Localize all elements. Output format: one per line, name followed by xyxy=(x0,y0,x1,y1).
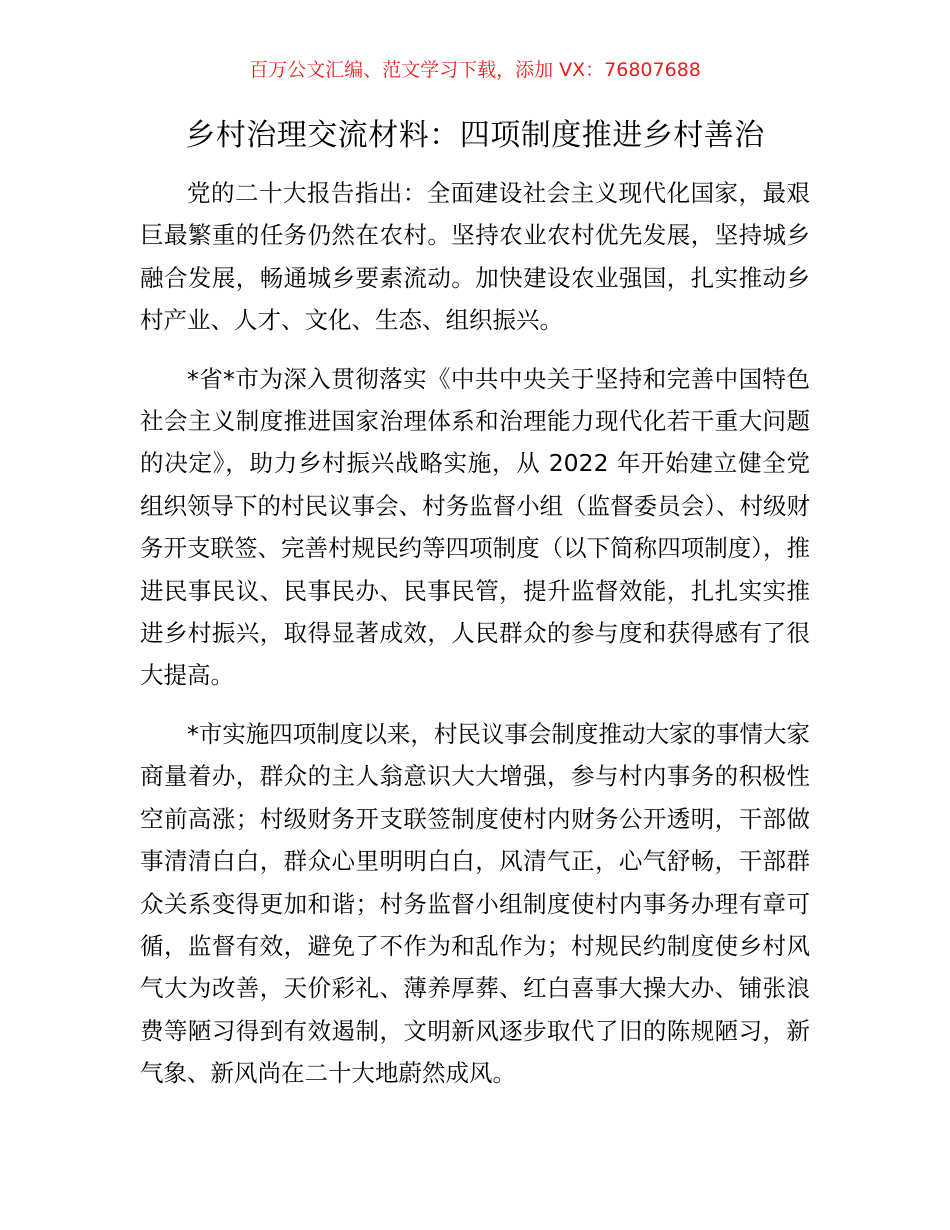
document-body xyxy=(140,172,810,1111)
paragraph-3: *市实施四项制度以来，村民议事会制度推动大家的事情大家商量着办，群众的主人翁意识大大增强，参与村内事务的积极性空前高涨；村级财务开支联签制度使村内财务公开透明，干部做事清清白白，群众心里明明白白，风清气正，心气舒畅，干部群众关系变得更加和谐；村务监督小组制度使村内事务办理有章可循，监督有效，避免了不作为和乱作为；村规民约制度使乡村风气大为改善，天价彩礼、薄养厚葬、红白喜事大操大办、铺张浪费等陋习得到有效遏制，文明新风逐步取代了旧的陈规陋习，新气象、新风尚在二十大地蔚然成风。 xyxy=(140,719,810,1088)
paragraph-1: 党的二十大报告指出：全面建设社会主义现代化国家，最艰巨最繁重的任务仍然在农村。坚持农业农村优先发展，坚持城乡融合发展，畅通城乡要素流动。加快建设农业强国，扎实推动乡村产业、人才、文化、生态、组织振兴。 xyxy=(140,179,810,335)
paragraph-2: *省*市为深入贯彻落实《中共中央关于坚持和完善中国特色社会主义制度推进国家治理体系和治理能力现代化若干重大问题的决定》，助力乡村振兴战略实施，从 2022 年开始建立健全党组织领导下的村民议事会、村务监督小组（监督委员会）、村级财务开支联签、完善村规民约等四项制度（以下简称四项制度），推进民事民议、民事民办、民事民管，提升监督效能，扎扎实实推进乡村振兴，取得显著成效，人民群众的参与度和获得感有了很大提高。 xyxy=(140,364,810,690)
document-title: 乡村治理交流材料：四项制度推进乡村善治 xyxy=(185,118,765,153)
header-note: 百万公文汇编、范文学习下载，添加 VX：76807688 xyxy=(249,59,701,81)
